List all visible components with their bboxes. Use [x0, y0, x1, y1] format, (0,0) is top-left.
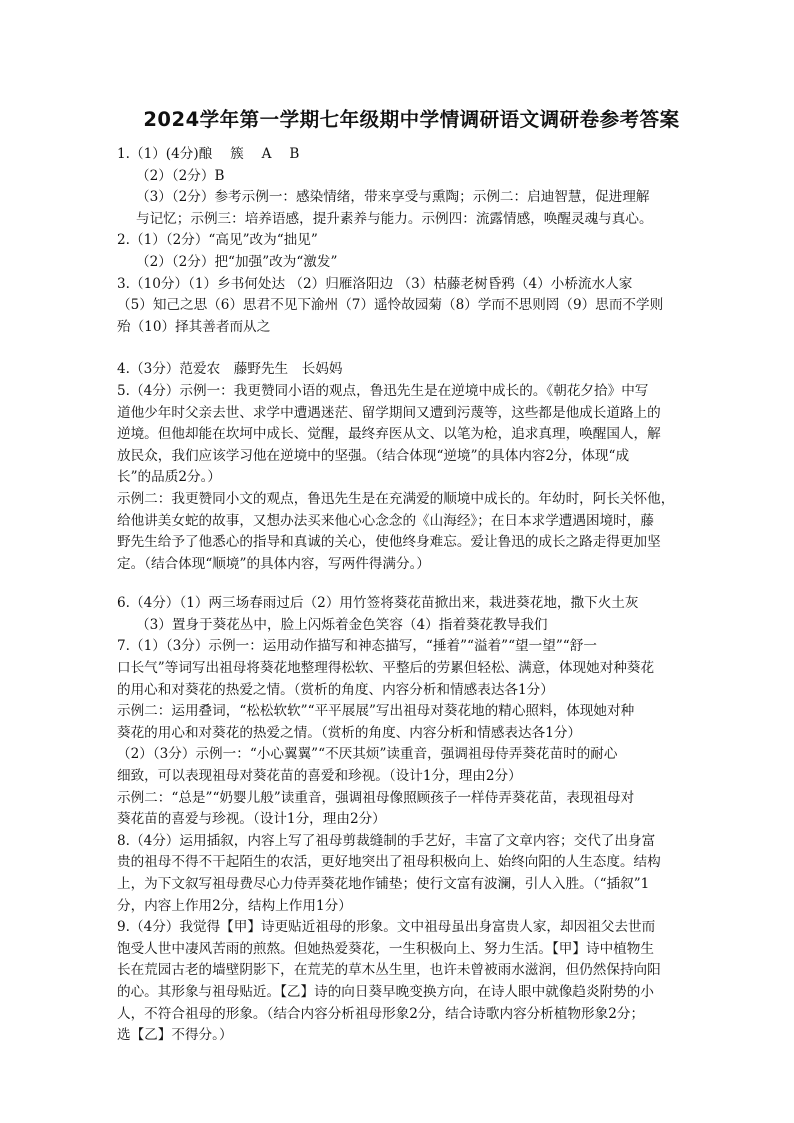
q4-line: 4.（3分）范爱农 藤野先生 长妈妈 — [117, 361, 343, 378]
q8-line-1: 8.（4分）运用插叙，内容上写了祖母剪裁缝制的手艺好，丰富了文章内容；交代了出身富 — [117, 832, 656, 849]
q5-example1-line-5: 长”的品质2分。） — [117, 469, 221, 486]
q9-line-2: 饱受人世中凄风苦雨的煎熬。但她热爱葵花，一生积极向上、努力生活。【甲】诗中植物生 — [117, 940, 654, 957]
q5-example1-line-2: 道他少年时父亲去世、求学中遭遇迷茫、留学期间又遭到污蔑等，这些都是他成长道路上的 — [117, 404, 661, 421]
q9-line-5: 人，不符合祖母的形象。（结合内容分析祖母形象2分，结合诗歌内容分析植物形象2分； — [117, 1005, 645, 1022]
q7-1-line-1: 7.（1）（3分）示例一：运用动作描写和神态描写，“捶着”“溢着”“望一望”“舒一 — [117, 638, 597, 655]
q6-line-1: 6.（4分）（1）两三场春雨过后（2）用竹签将葵花苗掀出来，栽进葵花地，撒下火土灰 — [117, 595, 639, 612]
q9-line-6: 选【乙】不得分。） — [117, 1027, 233, 1044]
q9-line-1: 9.（4分）我觉得【甲】诗更贴近祖母的形象。文中祖母虽出身富贵人家，却因祖父去世而 — [117, 919, 656, 936]
q8-line-3: 上，为下文叙写祖母费尽心力侍弄葵花地作铺垫；使行文富有波澜，引人入胜。（“插叙”1 — [117, 876, 650, 892]
q7-2-line-2: 细致，可以表现祖母对葵花苗的喜爱和珍视。（设计1分，理由2分） — [117, 768, 522, 785]
q9-line-3: 长在荒园古老的墙壁阴影下，在荒芜的草木丛生里，也许未曾被雨水滋润，但仍然保持向阳 — [117, 962, 661, 979]
q7-2-example2-line-2: 葵花苗的喜爱与珍视。（设计1分，理由2分） — [117, 811, 386, 828]
q7-1-example2-line-2: 葵花的用心和对葵花的热爱之情。（赏析的角度、内容分析和情感表达各1分） — [117, 724, 582, 741]
q7-1-line-2: 口长气”等词写出祖母将葵花地整理得松软、平整后的劳累但轻松、满意，体现她对种葵花 — [117, 660, 655, 677]
q2-1-line: 2.（1）（2分）“高见”改为“拙见” — [117, 232, 318, 249]
document-title: 2024学年第一学期七年级期中学情调研语文调研卷参考答案 — [143, 108, 680, 131]
q5-example1-line-1: 5.（4分）示例一：我更赞同小语的观点，鲁迅先生是在逆境中成长的。《朝花夕拾》中写 — [117, 382, 649, 399]
q3-line: 3.（10分）（1）乡书何处达 （2）归雁洛阳边 （3）枯藤老树昏鸦（4）小桥流水人家 — [117, 275, 633, 292]
q5-example1-line-4: 放民众，我们应该学习他在逆境中的坚强。（结合体现“逆境”的具体内容2分，体现“成 — [117, 447, 630, 464]
q3-line-cont-1: （5）知己之思（6）思君不见下渝州（7）遥怜故园菊（8）学而不思则罔（9）思而不学则 — [117, 297, 664, 314]
q9-line-4: 的心。其形象与祖母贴近。【乙】诗的向日葵早晚变换方向，在诗人眼中就像趋炎附势的小 — [117, 983, 654, 1000]
q7-2-line-1: （2）（3分）示例一：“小心翼翼”“不厌其烦”读重音，强调祖母侍弄葵花苗时的耐心 — [117, 746, 618, 763]
q1-2-line: （2）（2分）B — [136, 167, 225, 184]
q7-1-example2-line-1: 示例二：运用叠词，“松松软软”“平平展展”写出祖母对葵花地的精心照料，体现她对种 — [117, 703, 635, 720]
q8-line-2: 贵的祖母不得不干起陌生的农活，更好地突出了祖母积极向上、始终向阳的人生态度。结构 — [117, 854, 661, 871]
q8-line-4: 分，内容上作用2分，结构上作用1分） — [117, 897, 352, 914]
q5-example2-line-4: 定。（结合体现“顺境”的具体内容，写两件得满分。） — [117, 555, 430, 572]
q6-line-2: （3）置身于葵花丛中，脸上闪烁着金色笑容（4）指着葵花教导我们 — [136, 616, 548, 633]
q5-example2-line-3: 野先生给予了他悉心的指导和真诚的关心，使他终身难忘。爱让鲁迅的成长之路走得更加坚 — [117, 534, 661, 551]
q1-3-line-cont: 与记忆；示例三：培养语感，提升素养与能力。示例四：流露情感，唤醒灵魂与真心。 — [136, 210, 653, 227]
q5-example2-line-2: 给他讲美女蛇的故事，又想办法买来他心心念念的《山海经》；在日本求学遭遇困境时，藤 — [117, 512, 654, 529]
q1-line: 1.（1）(4分)酿 簇 A B — [117, 146, 300, 162]
q7-1-line-3: 的用心和对葵花的热爱之情。（赏析的角度、内容分析和情感表达各1分） — [117, 681, 554, 698]
spacer — [117, 575, 706, 593]
spacer — [117, 338, 706, 359]
q5-example1-line-3: 逆境。但他却能在坎坷中成长、觉醒，最终弃医从文、以笔为枪，追求真理，唤醒国人，解 — [117, 426, 661, 443]
q2-2-line: （2）（2分）把“加强”改为“激发” — [136, 253, 338, 270]
q3-line-cont-2: 殆（10）择其善者而从之 — [117, 318, 271, 335]
q7-2-example2-line-1: 示例二：“总是”“奶婴儿般”读重音，强调祖母像照顾孩子一样侍弄葵花苗，表现祖母对 — [117, 789, 635, 806]
q5-example2-line-1: 示例二：我更赞同小文的观点，鲁迅先生是在充满爱的顺境中成长的。年幼时，阿长关怀他， — [117, 490, 675, 507]
q1-3-line: （3）（2分）参考示例一：感染情绪，带来享受与熏陶；示例二：启迪智慧，促进理解 — [136, 189, 650, 206]
